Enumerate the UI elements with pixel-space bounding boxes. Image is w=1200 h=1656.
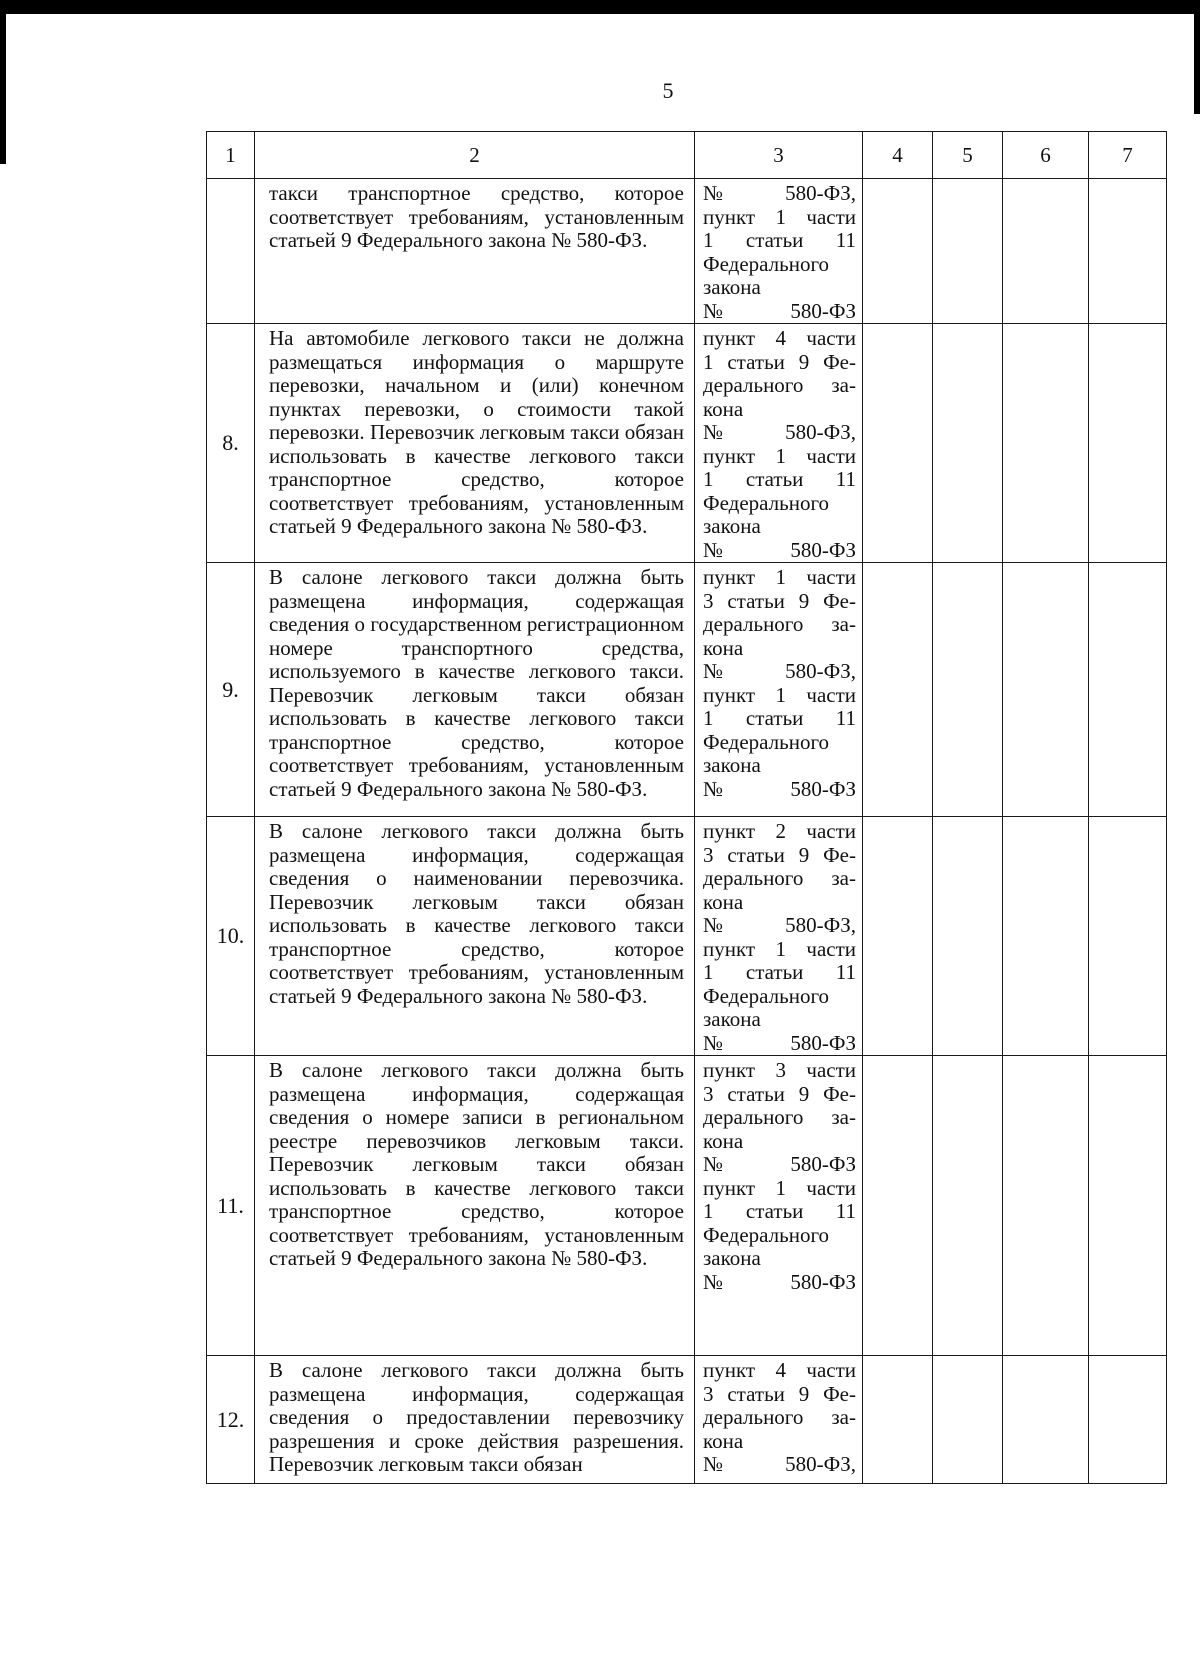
empty-cell-col-4 — [863, 324, 933, 563]
empty-cell-col-4 — [863, 817, 933, 1056]
row-number: 10. — [207, 817, 255, 1056]
empty-cell-col-6 — [1003, 817, 1089, 1056]
legal-reference-line: Федерального — [703, 1222, 830, 1247]
legal-reference-line: 1 статьи 11 — [703, 706, 856, 730]
legal-reference-line: пункт 1 части — [703, 443, 856, 468]
legal-reference-line: пункт 4 части — [703, 326, 856, 350]
legal-reference-line: № 580-ФЗ — [703, 1152, 856, 1176]
empty-cell-col-7 — [1089, 179, 1167, 324]
legal-reference — [695, 1056, 863, 1356]
legal-reference-line: кона — [703, 889, 744, 914]
page-number: 5 — [662, 78, 674, 103]
legal-reference-line: № 580-ФЗ — [703, 1030, 856, 1055]
legal-reference-line: кона — [703, 1428, 744, 1453]
empty-cell-col-5 — [933, 563, 1003, 817]
legal-reference-line: дерального за- — [703, 373, 856, 397]
table-row — [207, 563, 1167, 817]
empty-cell-col-5 — [933, 817, 1003, 1056]
requirement-text: На автомобиле легкового такси не должна размещаться информация о маршруте перевозки, начальном и (или) конечном пунктах перевозки, о стоимости такой перевозки. Перевозчик легковым такси обязан использовать в качестве легкового такси транспортное средство, которое соответствует требованиям, установленным статьей 9 Федерального закона № 580-ФЗ. — [255, 324, 695, 563]
legal-reference-line: № 580-ФЗ, — [703, 1452, 856, 1476]
legal-reference — [695, 179, 863, 324]
empty-cell-col-4 — [863, 1356, 933, 1484]
header-col-7: 7 — [1089, 132, 1167, 179]
header-col-6: 6 — [1003, 132, 1089, 179]
header-col-3: 3 — [695, 132, 863, 179]
legal-reference-line: закона — [703, 514, 761, 538]
empty-cell-col-6 — [1003, 1056, 1089, 1356]
table-header-row — [207, 132, 1167, 179]
legal-reference-line: дерального за- — [703, 866, 856, 890]
legal-reference-line: закона — [703, 275, 761, 299]
table-row — [207, 817, 1167, 1056]
legal-reference-line: 1 статьи 9 Фе- — [703, 349, 856, 374]
requirement-text: В салоне легкового такси должна быть размещена информация, содержащая сведения о государственном регистрационном номере транспортного средства, используемого в качестве легкового такси. Перевозчик легковым такси обязан использовать в качестве легкового такси транспортное средство, которое соответствует требованиям, установленным статьей 9 Федерального закона № 580-ФЗ. — [255, 563, 695, 817]
legal-reference-line: 3 статьи 9 Фе- — [703, 588, 856, 613]
table-body — [207, 179, 1167, 1484]
legal-reference-line: закона — [703, 1007, 761, 1031]
empty-cell-col-7 — [1089, 563, 1167, 817]
legal-reference-line: кона — [703, 396, 744, 421]
empty-cell-col-6 — [1003, 324, 1089, 563]
legal-reference-line: закона — [703, 753, 761, 777]
requirement-text: В салоне легкового такси должна быть размещена информация, содержащая сведения о номере записи в региональном реестре перевозчиков легковым такси. Перевозчик легковым такси обязан использовать в качестве легкового такси транспортное средство, которое соответствует требованиям, установленным статьей 9 Федерального закона № 580-ФЗ. — [255, 1056, 695, 1356]
row-number: 8. — [207, 324, 255, 563]
legal-reference-line: пункт 1 части — [703, 682, 856, 707]
legal-reference — [695, 1356, 863, 1484]
legal-reference-line: № 580-ФЗ, — [703, 913, 856, 937]
legal-reference — [695, 817, 863, 1056]
legal-reference-line: 1 статьи 11 — [703, 960, 856, 984]
empty-cell-col-5 — [933, 1356, 1003, 1484]
row-number: 12. — [207, 1356, 255, 1484]
scan-top-border — [0, 0, 1200, 14]
empty-cell-col-4 — [863, 563, 933, 817]
empty-cell-col-6 — [1003, 563, 1089, 817]
legal-reference-line: 3 статьи 9 Фе- — [703, 1381, 856, 1406]
header-col-5: 5 — [933, 132, 1003, 179]
empty-cell-col-6 — [1003, 179, 1089, 324]
table-row — [207, 1056, 1167, 1356]
empty-cell-col-7 — [1089, 324, 1167, 563]
legal-reference-line: дерального за- — [703, 1405, 856, 1429]
empty-cell-col-5 — [933, 179, 1003, 324]
legal-reference-line: кона — [703, 1128, 744, 1153]
table-row — [207, 179, 1167, 324]
empty-cell-col-7 — [1089, 1056, 1167, 1356]
table-row — [207, 324, 1167, 563]
legal-reference-line: № 580-ФЗ, — [703, 659, 856, 683]
legal-reference-line: Федерального — [703, 983, 830, 1008]
empty-cell-col-4 — [863, 179, 933, 324]
requirement-text: В салоне легкового такси должна быть размещена информация, содержащая сведения о наименовании перевозчика. Перевозчик легковым такси обязан использовать в качестве легкового такси транспортное средство, которое соответствует требованиям, установленным статьей 9 Федерального закона № 580-ФЗ. — [255, 817, 695, 1056]
table-row — [207, 1356, 1167, 1484]
legal-reference-line: дерального за- — [703, 1105, 856, 1129]
legal-reference-line: пункт 2 части — [703, 819, 856, 843]
legal-reference-line: пункт 1 части — [703, 565, 856, 589]
empty-cell-col-5 — [933, 324, 1003, 563]
requirements-table — [206, 131, 1167, 1484]
legal-reference-line: 1 статьи 11 — [703, 1199, 856, 1223]
legal-reference-line: Федерального — [703, 251, 830, 276]
legal-reference-line: 3 статьи 9 Фе- — [703, 1081, 856, 1106]
legal-reference-line: 3 статьи 9 Фе- — [703, 842, 856, 867]
legal-reference-line: пункт 4 части — [703, 1358, 856, 1382]
row-number: 9. — [207, 563, 255, 817]
legal-reference-line: пункт 1 части — [703, 204, 856, 229]
legal-reference-line: № 580-ФЗ, — [703, 181, 856, 205]
header-col-4: 4 — [863, 132, 933, 179]
legal-reference — [695, 324, 863, 563]
empty-cell-col-7 — [1089, 1356, 1167, 1484]
row-number: 11. — [207, 1056, 255, 1356]
legal-reference-line: пункт 1 части — [703, 1175, 856, 1200]
requirement-text: В салоне легкового такси должна быть размещена информация, содержащая сведения о предоставлении перевозчику разрешения и сроке действия разрешения. Перевозчик легковым такси обязан — [255, 1356, 695, 1484]
legal-reference-line: № 580-ФЗ — [703, 298, 856, 323]
header-col-1: 1 — [207, 132, 255, 179]
requirement-text: такси транспортное средство, которое соответствует требованиям, установленным статьей 9 Федерального закона № 580-ФЗ. — [255, 179, 695, 324]
empty-cell-col-4 — [863, 1056, 933, 1356]
legal-reference-line: Федерального — [703, 729, 830, 754]
legal-reference-line: закона — [703, 1246, 761, 1270]
legal-reference-line: пункт 1 части — [703, 936, 856, 961]
row-number — [207, 179, 255, 324]
legal-reference-line: 1 статьи 11 — [703, 228, 856, 252]
empty-cell-col-7 — [1089, 817, 1167, 1056]
legal-reference-line: 1 статьи 11 — [703, 467, 856, 491]
legal-reference-line: Федерального — [703, 490, 830, 515]
legal-reference-line: кона — [703, 635, 744, 660]
legal-reference-line: пункт 3 части — [703, 1058, 856, 1082]
legal-reference-line: дерального за- — [703, 612, 856, 636]
empty-cell-col-5 — [933, 1056, 1003, 1356]
empty-cell-col-6 — [1003, 1356, 1089, 1484]
header-col-2: 2 — [255, 132, 695, 179]
legal-reference-line: № 580-ФЗ — [703, 537, 856, 562]
legal-reference-line: № 580-ФЗ, — [703, 420, 856, 444]
legal-reference — [695, 563, 863, 817]
legal-reference-line: № 580-ФЗ — [703, 1269, 856, 1294]
legal-reference-line: № 580-ФЗ — [703, 776, 856, 801]
